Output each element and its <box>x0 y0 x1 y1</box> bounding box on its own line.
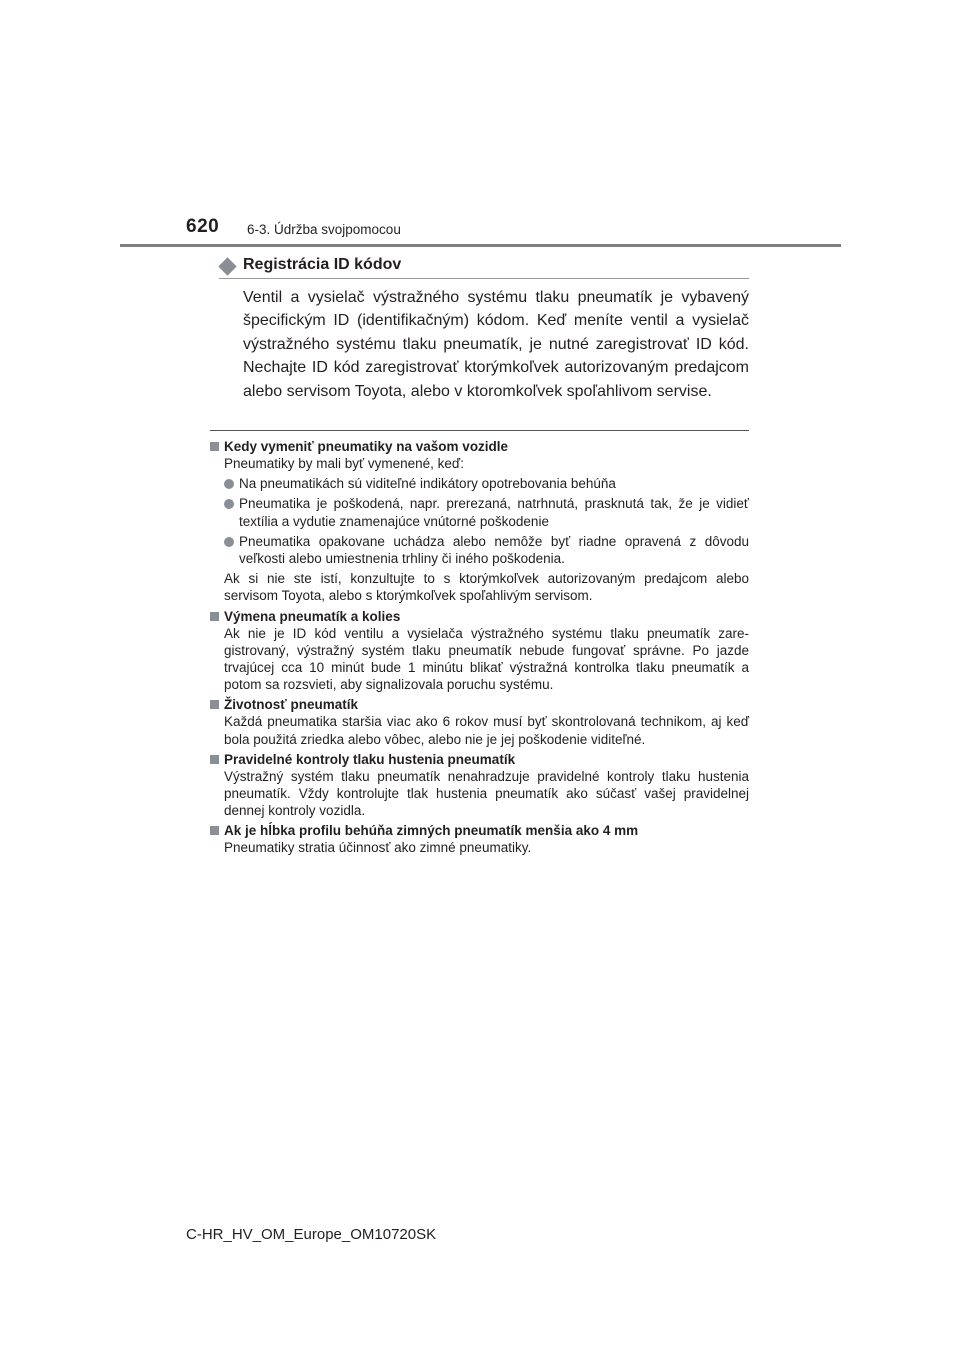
document-code: C-HR_HV_OM_Europe_OM10720SK <box>186 1226 437 1243</box>
note-text: Pneumatiky stratia účinnosť ako zimné pneumatiky. <box>224 840 532 856</box>
list-item <box>210 495 749 529</box>
note-text: Pneumatiky by mali byť vymenené, keď: <box>224 456 464 471</box>
list-item <box>210 533 749 567</box>
circle-bullet-icon <box>224 499 234 509</box>
section-label: 6-3. Údržba svojpomocou <box>247 222 401 237</box>
note-heading-text: Životnosť pneumatík <box>224 697 358 713</box>
list-item-text: Na pneumatikách sú viditeľné indikátory opotrebovania behúňa <box>239 476 616 492</box>
square-bullet-icon <box>210 612 219 621</box>
list-item-text: Pneumatika opakovane uchádza alebo nemôže byť riadne opravená z dôvodu veľkosti alebo umiestnenia trhliny či iného poškodenia. <box>239 533 749 567</box>
square-bullet-icon <box>210 755 219 764</box>
circle-bullet-icon <box>224 537 234 547</box>
subsection-heading <box>219 256 749 279</box>
note-heading <box>210 696 749 713</box>
square-bullet-icon <box>210 442 219 451</box>
note-heading <box>210 822 749 839</box>
note-text: Ak nie je ID kód ventilu a vysielača výstražného systému tlaku pneumatík zare-gistrovaný, výstražný systém tlaku pneumatík nebude fungovať správne. Po jazde trvajúcej cca 10 minút bude 1 minútu blikať výstražná kontrolka tlaku pneumatík a potom sa rozsvieti, aby signalizovala poruchu systému. <box>224 625 749 693</box>
square-bullet-icon <box>210 700 219 709</box>
note-heading-text: Výmena pneumatík a kolies <box>224 608 401 624</box>
circle-bullet-icon <box>224 479 234 489</box>
note-heading <box>210 751 749 768</box>
note-text: Výstražný systém tlaku pneumatík nenahradzuje pravidelné kontroly tlaku hustenia pneumatík. Vždy kontrolujte tlak hustenia pneumatík ako súčasť vašej pravidelnej dennej kontroly vozidla. <box>224 768 749 819</box>
note-winter-tread-depth <box>210 822 749 856</box>
square-bullet-icon <box>210 826 219 835</box>
list-item-text: Pneumatika je poškodená, napr. prerezaná, natrhnutá, prasknutá tak, že je vidieť textília a vydutie znamenajúce vnútorné poškodenie <box>239 496 749 529</box>
diamond-icon <box>218 257 236 275</box>
note-heading-text: Ak je hĺbka profilu behúňa zimných pneumatík menšia ako 4 mm <box>224 823 639 839</box>
note-heading-text: Pravidelné kontroly tlaku hustenia pneumatík <box>224 751 516 767</box>
note-heading <box>210 438 749 455</box>
page-number: 620 <box>186 216 220 237</box>
note-tire-lifespan <box>210 696 749 747</box>
notes-section <box>210 438 749 860</box>
notes-divider <box>210 430 749 431</box>
subsection-text: Ventil a vysielač výstražného systému tlaku pneumatík je vybavený špecifickým ID (identifikačným) kódom. Keď meníte ventil a vysielač výstražného systému tlaku pneumatík, je nutné zaregistrovať ID kód. Nechajte ID kód zaregistrovať ktorýmkoľvek autorizovaným predajcom alebo servisom Toyota, alebo v ktoromkoľvek spoľahlivom servise. <box>243 289 749 400</box>
note-text: Ak si nie ste istí, konzultujte to s ktorýmkoľvek autorizovaným predajcom alebo servisom Toyota, alebo s ktorýmkoľvek spoľahlivým servisom. <box>224 571 749 604</box>
note-heading-text: Kedy vymeniť pneumatiky na vašom vozidle <box>224 439 509 454</box>
note-heading <box>210 608 749 625</box>
note-pressure-checks <box>210 751 749 820</box>
note-tire-wheel-replacement <box>210 608 749 694</box>
note-tire-replacement-timing <box>210 438 749 605</box>
note-text: Každá pneumatika staršia viac ako 6 rokov musí byť skontrolovaná technikom, aj keď bola použitá zriedka alebo vôbec, alebo nie je jej poškodenie viditeľné. <box>224 714 749 747</box>
subsection-title: Registrácia ID kódov <box>243 256 402 273</box>
header-rule <box>120 244 841 247</box>
list-item <box>210 475 749 492</box>
